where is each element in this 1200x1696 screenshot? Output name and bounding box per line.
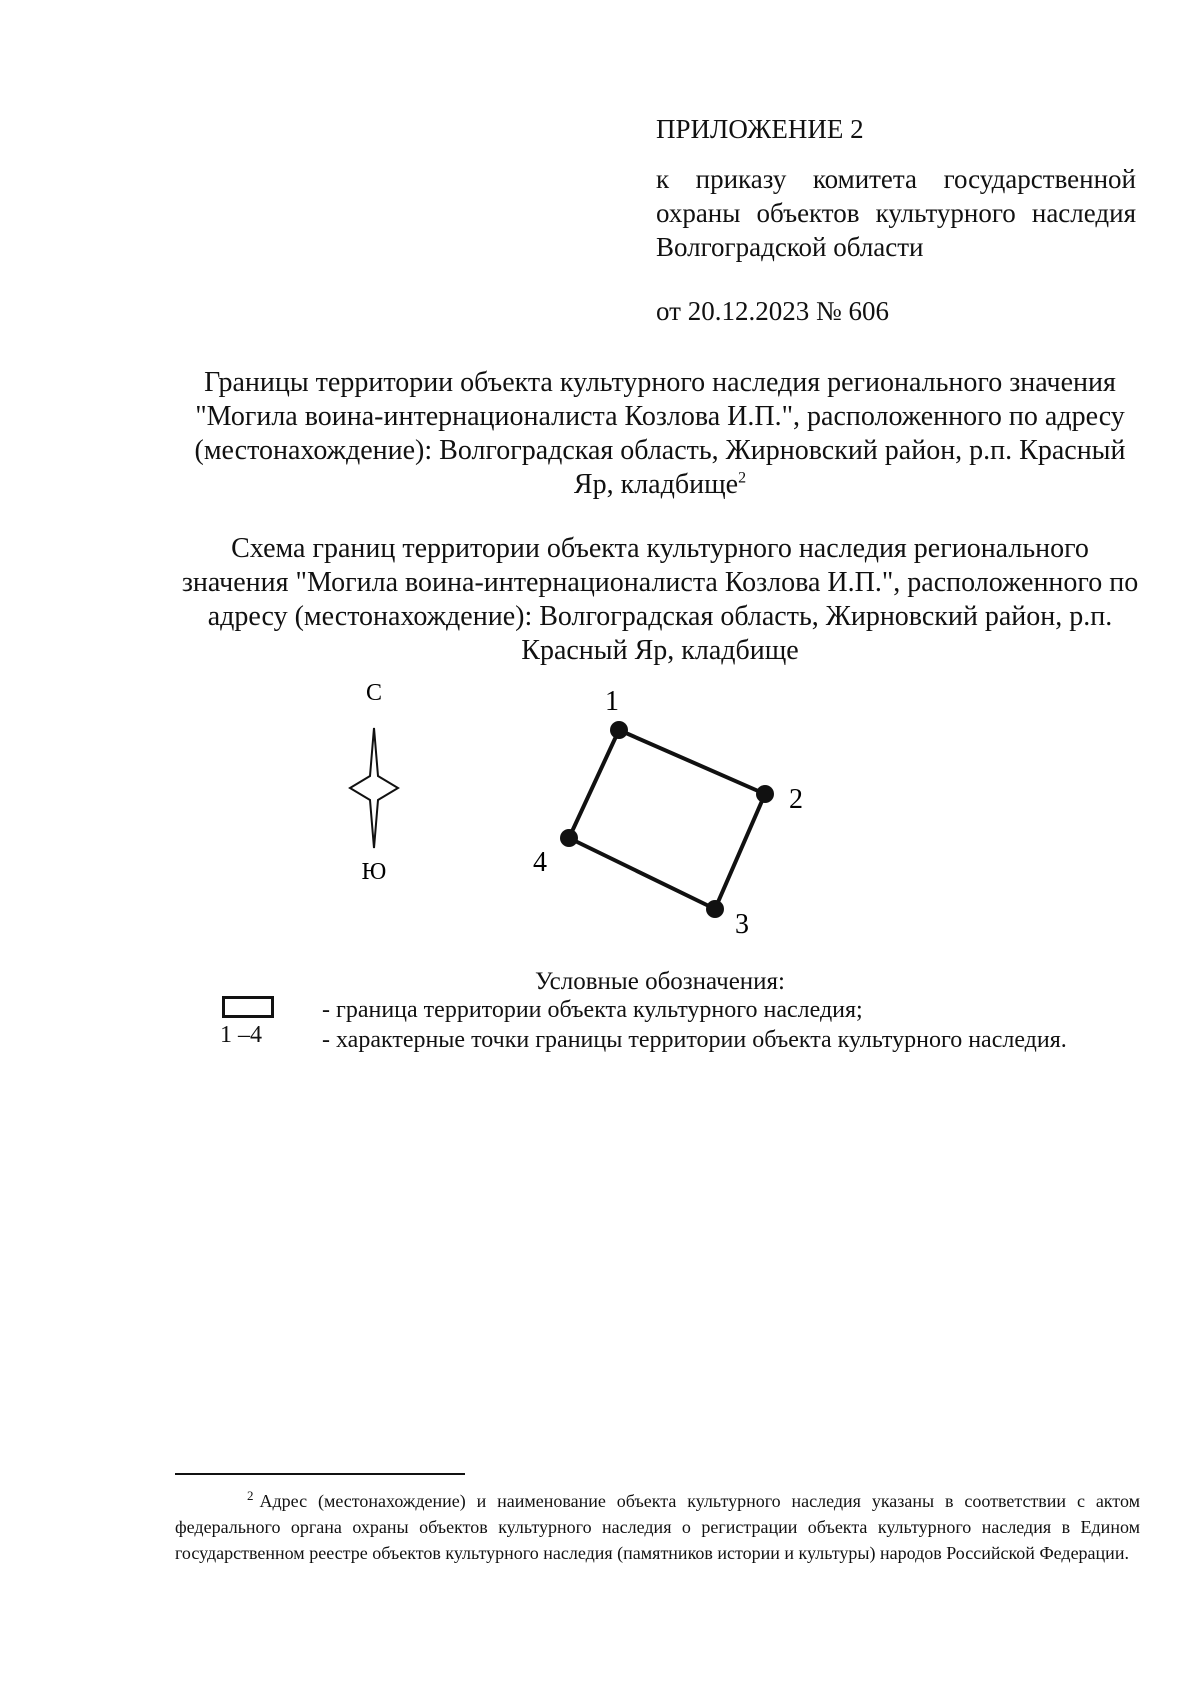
appendix-title: ПРИЛОЖЕНИЕ 2 [656,114,864,144]
compass-south-label: Ю [361,859,387,885]
boundary-point-2 [756,785,774,803]
appendix-order-reference: к приказу комитета государственной охраны объектов культурного наследия Волгоградской области [656,164,1136,262]
compass-rose-icon [350,728,398,848]
boundary-point-label-2: 2 [789,784,803,815]
appendix-header [656,112,1136,328]
boundary-point-3 [706,900,724,918]
scheme-title: Схема границ территории объекта культурного наследия регионального значения "Могила воина-интернационалиста Козлова И.П.", расположенного по адресу (местонахождение): Волгоградская область, Жирновский район, р.п. Красный Яр, кладбище [181,533,1139,666]
footnote-text: Адрес (местонахождение) и наименование объекта культурного наследия указаны в соответствии с актом федерального органа охраны объектов культурного наследия о регистрации объекта культурного наследия в Едином государственном реестре объектов культурного наследия (памятников истории и культуры) народов Российской Федерации. [175,1491,1140,1563]
boundary-point-label-4: 4 [533,847,547,878]
document-heading-text: Границы территории объекта культурного наследия регионального значения "Могила воина-интернационалиста Козлова И.П.", расположенного по адресу (местонахождение): Волгоградская область, Жирновский район, р.п. Красный Яр, кладбище [194,367,1126,500]
document-heading [180,366,1140,502]
boundary-point-label-3: 3 [735,909,749,940]
compass-north-label: С [365,680,383,706]
footnote-reference: 2 [738,469,747,487]
footnote-mark: 2 [247,1488,254,1503]
boundary-point-1 [610,721,628,739]
legend-title: Условные обозначения: [534,968,786,995]
territory-boundary [569,730,765,909]
legend-boundary-item: - граница территории объекта культурного наследия; [322,997,863,1023]
legend-boundary-swatch-icon [222,996,274,1018]
boundary-point-4 [560,829,578,847]
footnote [175,1488,1140,1566]
footnote-divider [175,1473,465,1475]
boundary-scheme-diagram [340,676,820,946]
boundary-point-label-1: 1 [605,686,619,717]
appendix-order-date: от 20.12.2023 № 606 [656,296,889,326]
legend-points-range: 1 –4 [220,1022,262,1048]
legend-points-item: - характерные точки границы территории объекта культурного наследия. [322,1027,1067,1053]
